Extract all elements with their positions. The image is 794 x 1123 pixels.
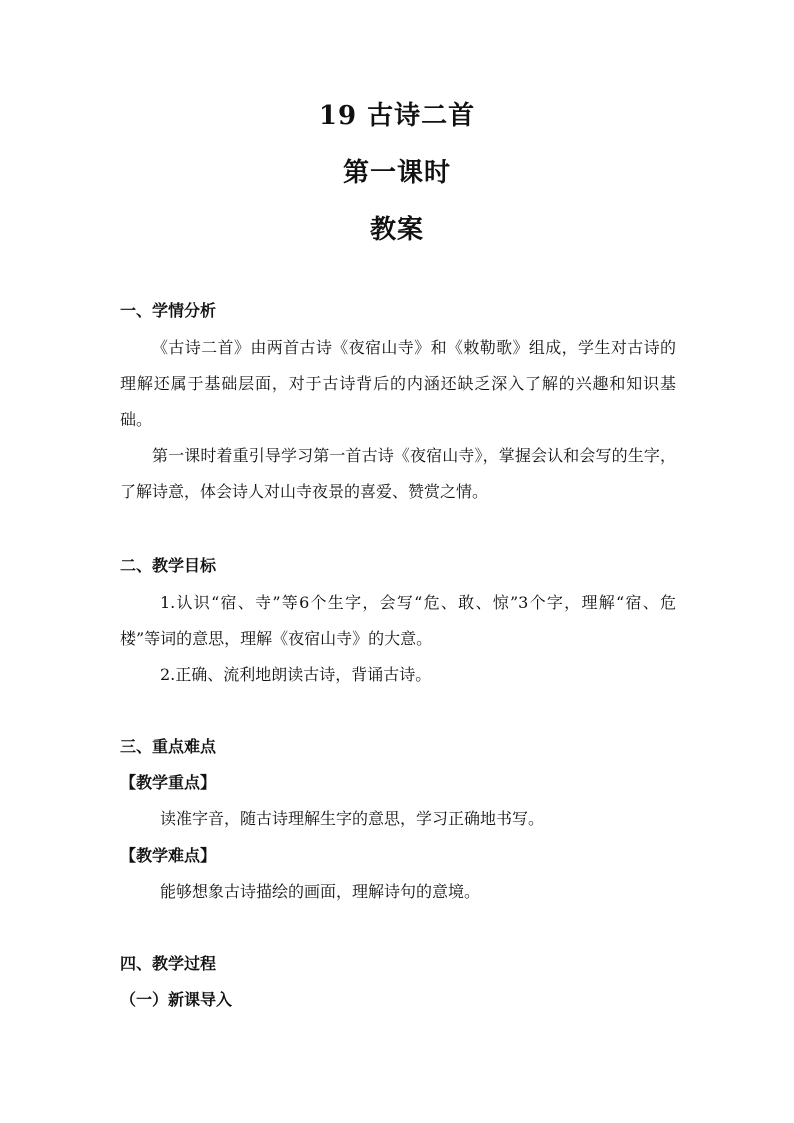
key-point-label: 【教学重点】 [120,773,217,792]
lesson-plan-title: 教案 [369,215,424,245]
analysis-paragraph-2: 第一课时着重引导学习第一首古诗《夜宿山寺》，掌握会认和会写的生字，了解诗意，体会诗人对山寺夜景的喜爱、赞赏之情。 [120,446,676,501]
section-heading-key-points: 三、重点难点 [120,737,217,756]
difficult-point-text: 能够想象古诗描绘的画面，理解诗句的意境。 [160,882,481,901]
section-heading-analysis: 一、学情分析 [120,301,217,320]
lesson-period-title: 第一课时 [342,158,451,188]
goal-item-2: 2.正确、流利地朗读古诗，背诵古诗。 [160,665,432,684]
difficult-point-label: 【教学难点】 [120,846,217,865]
key-point-text: 读准字音，随古诗理解生字的意思，学习正确地书写。 [160,809,545,828]
goal-item-1: 1.认识“宿、寺”等6个生字，会写“危、敢、惊”3个字，理解“宿、危楼”等词的意思，理解《夜宿山寺》的大意。 [120,593,676,648]
lesson-title: 19 古诗二首 [318,101,476,131]
section-heading-goals: 二、教学目标 [120,556,217,575]
process-subheading-intro: （一）新课导入 [120,990,233,1009]
section-heading-process: 四、教学过程 [120,954,217,973]
analysis-paragraph-1: 《古诗二首》由两首古诗《夜宿山寺》和《敕勒歌》组成，学生对古诗的理解还属于基础层面，对于古诗背后的内涵还缺乏深入了解的兴趣和知识基础。 [120,338,676,429]
